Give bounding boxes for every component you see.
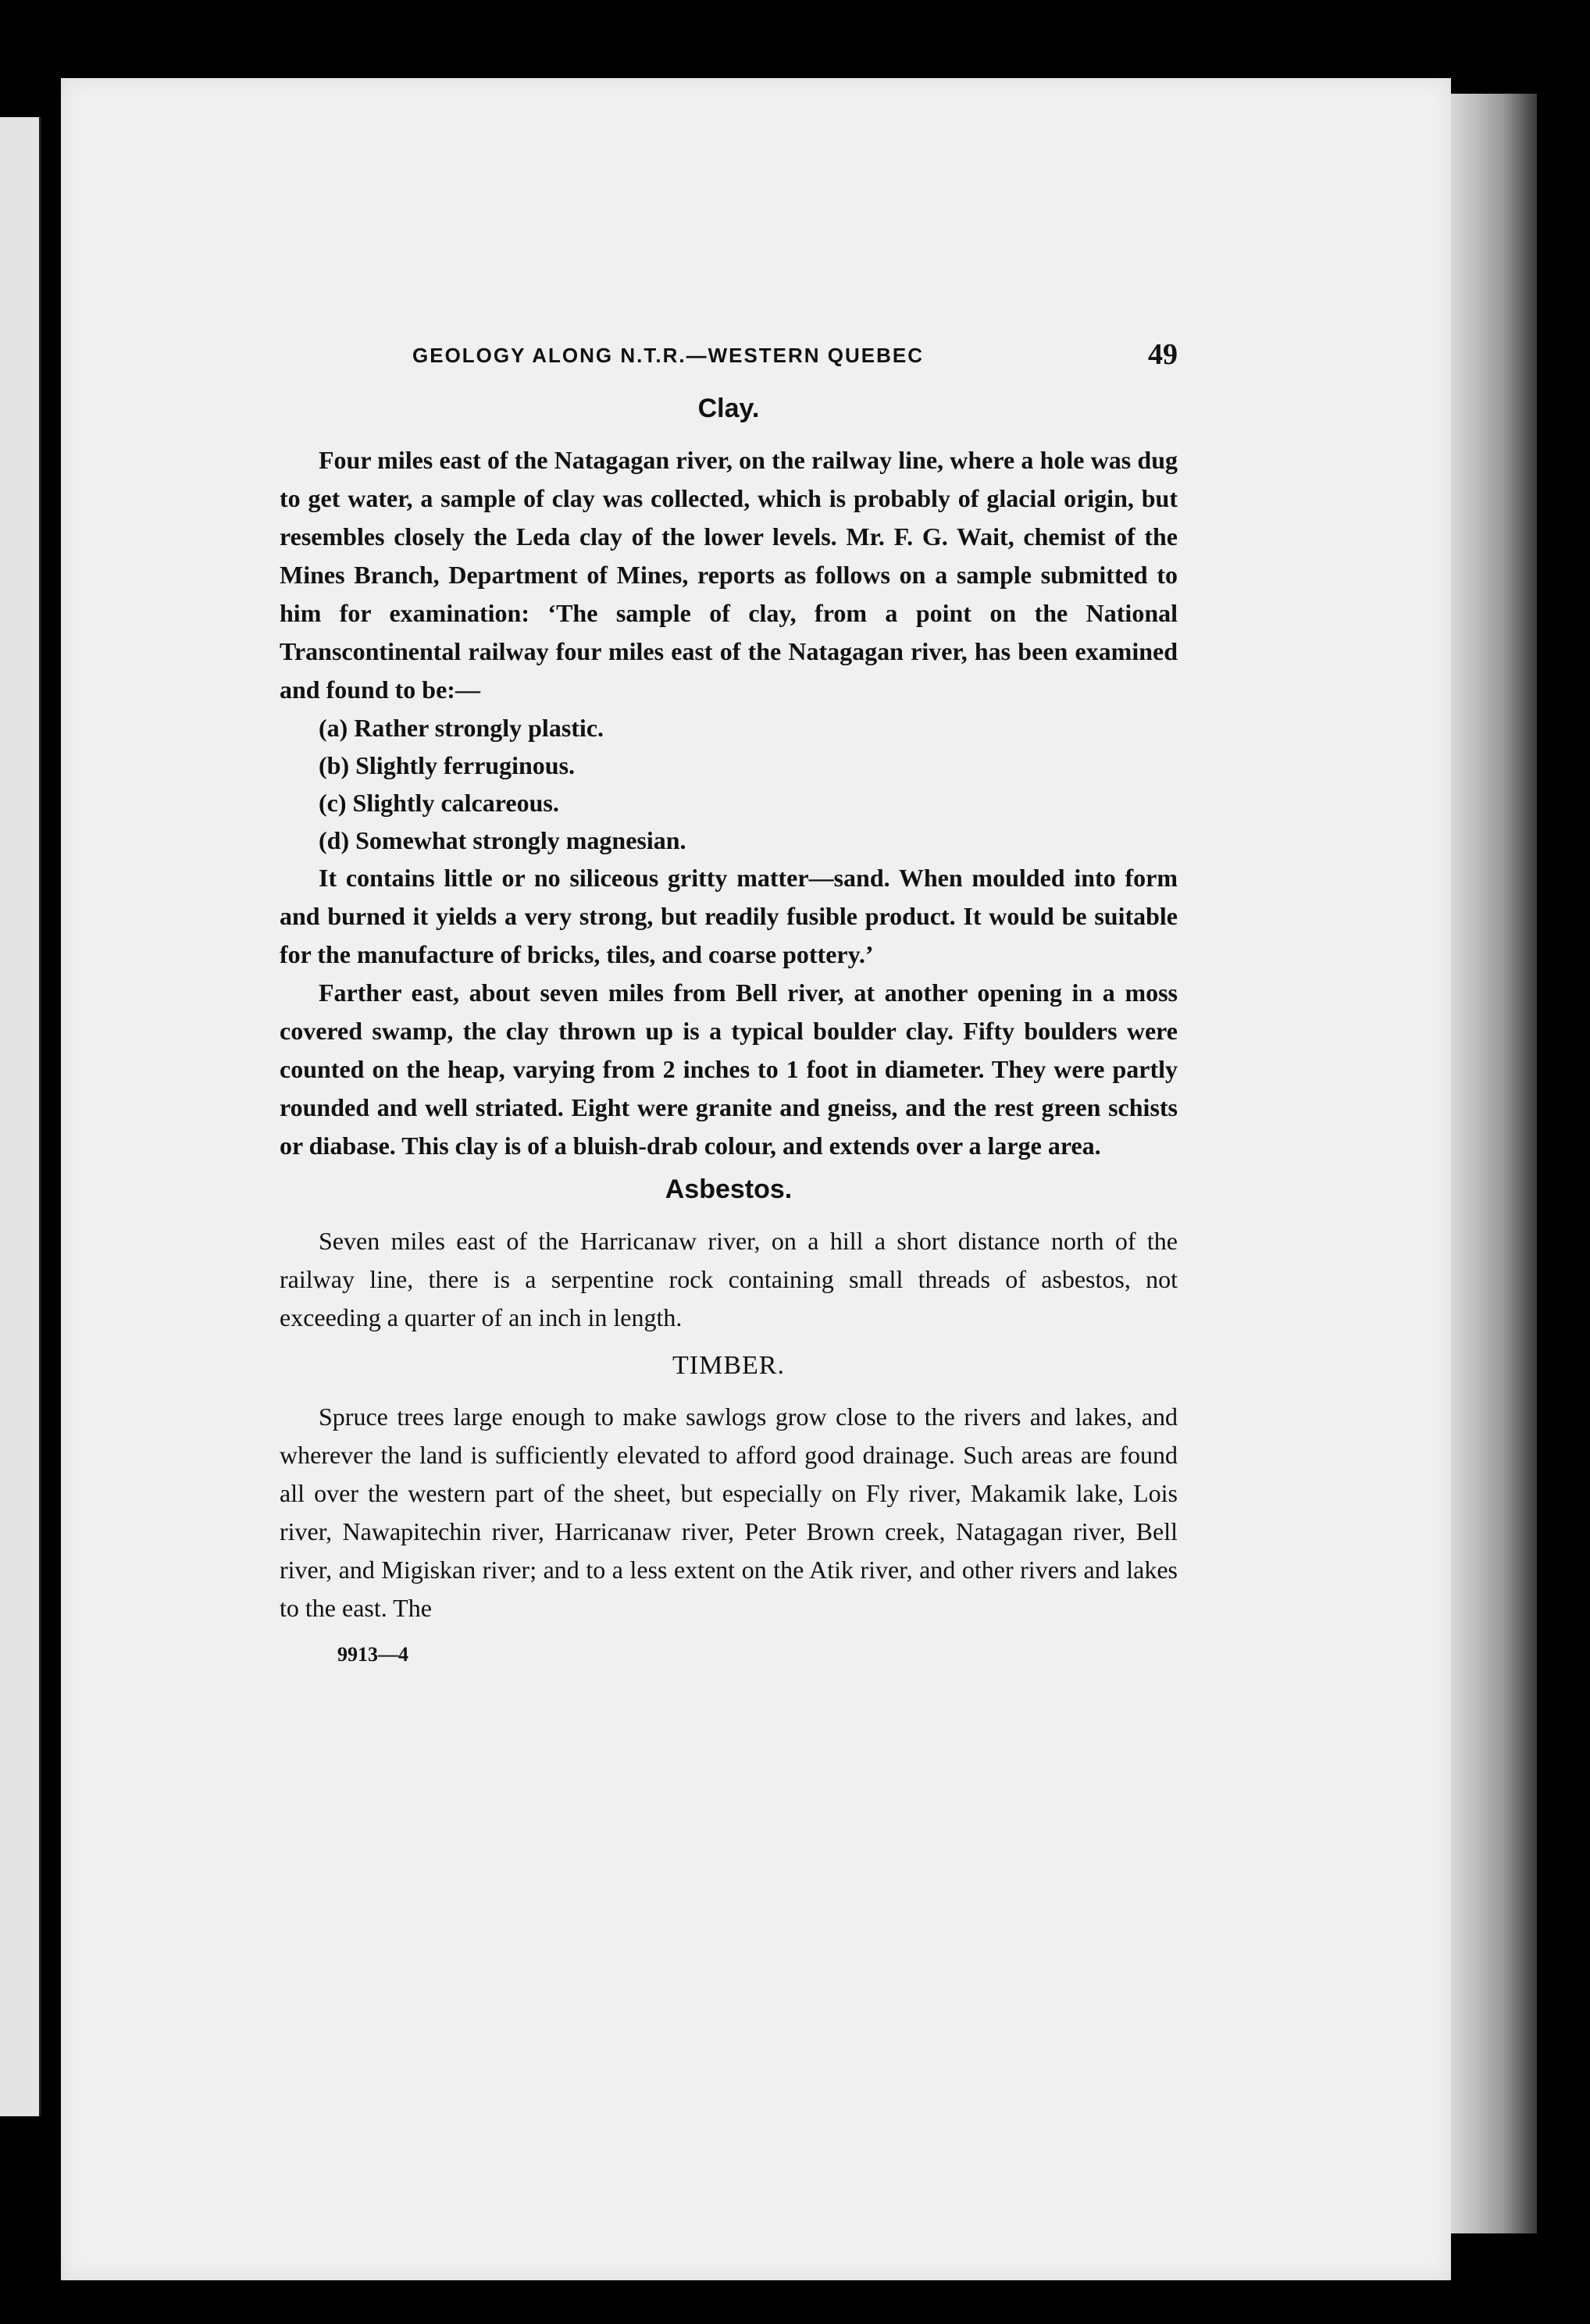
clay-list-item-a: (a) Rather strongly plastic. [319,714,604,742]
timber-heading: TIMBER. [672,1351,785,1380]
clay-list-item-b: (b) Slightly ferruginous. [319,751,576,779]
clay-list-item-d: (d) Somewhat strongly magnesian. [319,826,686,854]
running-title: GEOLOGY ALONG N.T.R.—WESTERN QUEBEC [412,344,925,367]
timber-paragraph: Spruce trees large enough to make sawlogs grow close to the rivers and lakes, and wherever the land is sufficiently elevated to afford good drainage. Such areas are found all over the western part of the sheet, but especially on Fly river, Makamik lake, Lois river, Nawapitechin river, Harricanaw river, Peter Brown creek, Natagagan river, Bell river, and Migiskan river; and to a less extent on the Atik river, and other rivers and lakes to the east. The [280,1403,1178,1622]
clay-list-item-c: (c) Slightly calcareous. [319,789,559,817]
clay-paragraph-3: Farther east, about seven miles from Bell river, at another opening in a moss covered swamp, the clay thrown up is a typical boulder clay. Fifty boulders were counted on the heap, varying from 2 inches to 1 foot in diameter. They were partly rounded and well striated. Eight were granite and gneiss, and the rest green schists or diabase. This clay is of a bluish-drab colour, and extends over a large area. [280,978,1178,1160]
page-content [280,337,1178,1666]
clay-paragraph-2: It contains little or no siliceous gritty matter—sand. When moulded into form and burned it yields a very strong, but readily fusible product. It would be suitable for the manufacture of bricks, tiles, and coarse pottery.’ [280,864,1178,968]
clay-heading: Clay. [697,394,760,423]
running-head [280,337,1178,384]
asbestos-heading: Asbestos. [665,1174,793,1204]
right-page-edge [1451,94,1537,2233]
footer-signature: 9913—4 [337,1643,408,1666]
asbestos-paragraph: Seven miles east of the Harricanaw river, on a hill a short distance north of the railway line, there is a serpentine rock containing small threads of asbestos, not exceeding a quarter of an inch in length. [280,1227,1178,1331]
clay-paragraph-1: Four miles east of the Natagagan river, on the railway line, where a hole was dug to get water, a sample of clay was collected, which is probably of glacial origin, but resembles closely the Leda clay of the lower levels. Mr. F. G. Wait, chemist of the Mines Branch, Department of Mines, reports as follows on a sample submitted to him for examination: ‘The sample of clay, from a point on the National Transcontinental railway four miles east of the Natagagan river, has been examined and found to be:— [280,446,1178,704]
left-page-edge [0,117,41,2116]
page-number: 49 [1148,338,1178,371]
